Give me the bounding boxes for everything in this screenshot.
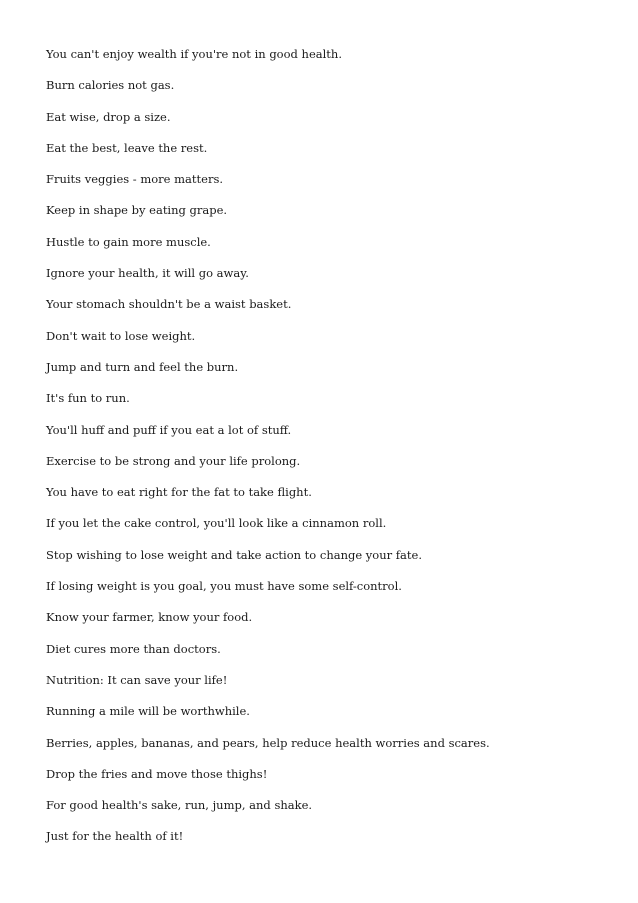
slogan-line: Burn calories not gas. — [46, 78, 175, 93]
slogan-line: If losing weight is you goal, you must have some self-control. — [46, 579, 402, 594]
slogan-line: Fruits veggies - more matters. — [46, 172, 223, 187]
slogan-line: You can't enjoy wealth if you're not in good health. — [46, 47, 342, 61]
slogan-line: Ignore your health, it will go away. — [46, 266, 249, 281]
slogan-line: Eat the best, leave the rest. — [46, 140, 208, 155]
slogan-line: Your stomach shouldn't be a waist basket. — [46, 297, 292, 312]
slogan-line: Jump and turn and feel the burn. — [46, 359, 239, 374]
slogan-line: Running a mile will be worthwhile. — [46, 704, 250, 719]
slogan-line: You have to eat right for the fat to take flight. — [46, 485, 312, 500]
slogan-line: Just for the health of it! — [46, 829, 184, 844]
slogan-line: Diet cures more than doctors. — [46, 641, 221, 656]
slogan-list — [46, 47, 490, 861]
slogan-line: Stop wishing to lose weight and take action to change your fate. — [46, 547, 422, 562]
slogan-line: Eat wise, drop a size. — [46, 109, 171, 124]
slogan-line: You'll huff and puff if you eat a lot of stuff. — [46, 422, 292, 437]
slogan-line: Don't wait to lose weight. — [46, 328, 196, 343]
slogan-line: Drop the fries and move those thighs! — [46, 766, 268, 781]
slogan-line: Nutrition: It can save your life! — [46, 672, 228, 687]
slogan-line: Know your farmer, know your food. — [46, 610, 253, 625]
slogan-line: It's fun to run. — [46, 391, 130, 406]
slogan-line: Berries, apples, bananas, and pears, help reduce health worries and scares. — [46, 735, 490, 750]
slogan-line: If you let the cake control, you'll look like a cinnamon roll. — [46, 516, 387, 531]
slogan-line: Keep in shape by eating grape. — [46, 203, 228, 218]
slogan-line: Hustle to gain more muscle. — [46, 234, 211, 249]
slogan-line: For good health's sake, run, jump, and shake. — [46, 798, 313, 813]
slogan-line: Exercise to be strong and your life prolong. — [46, 453, 301, 468]
